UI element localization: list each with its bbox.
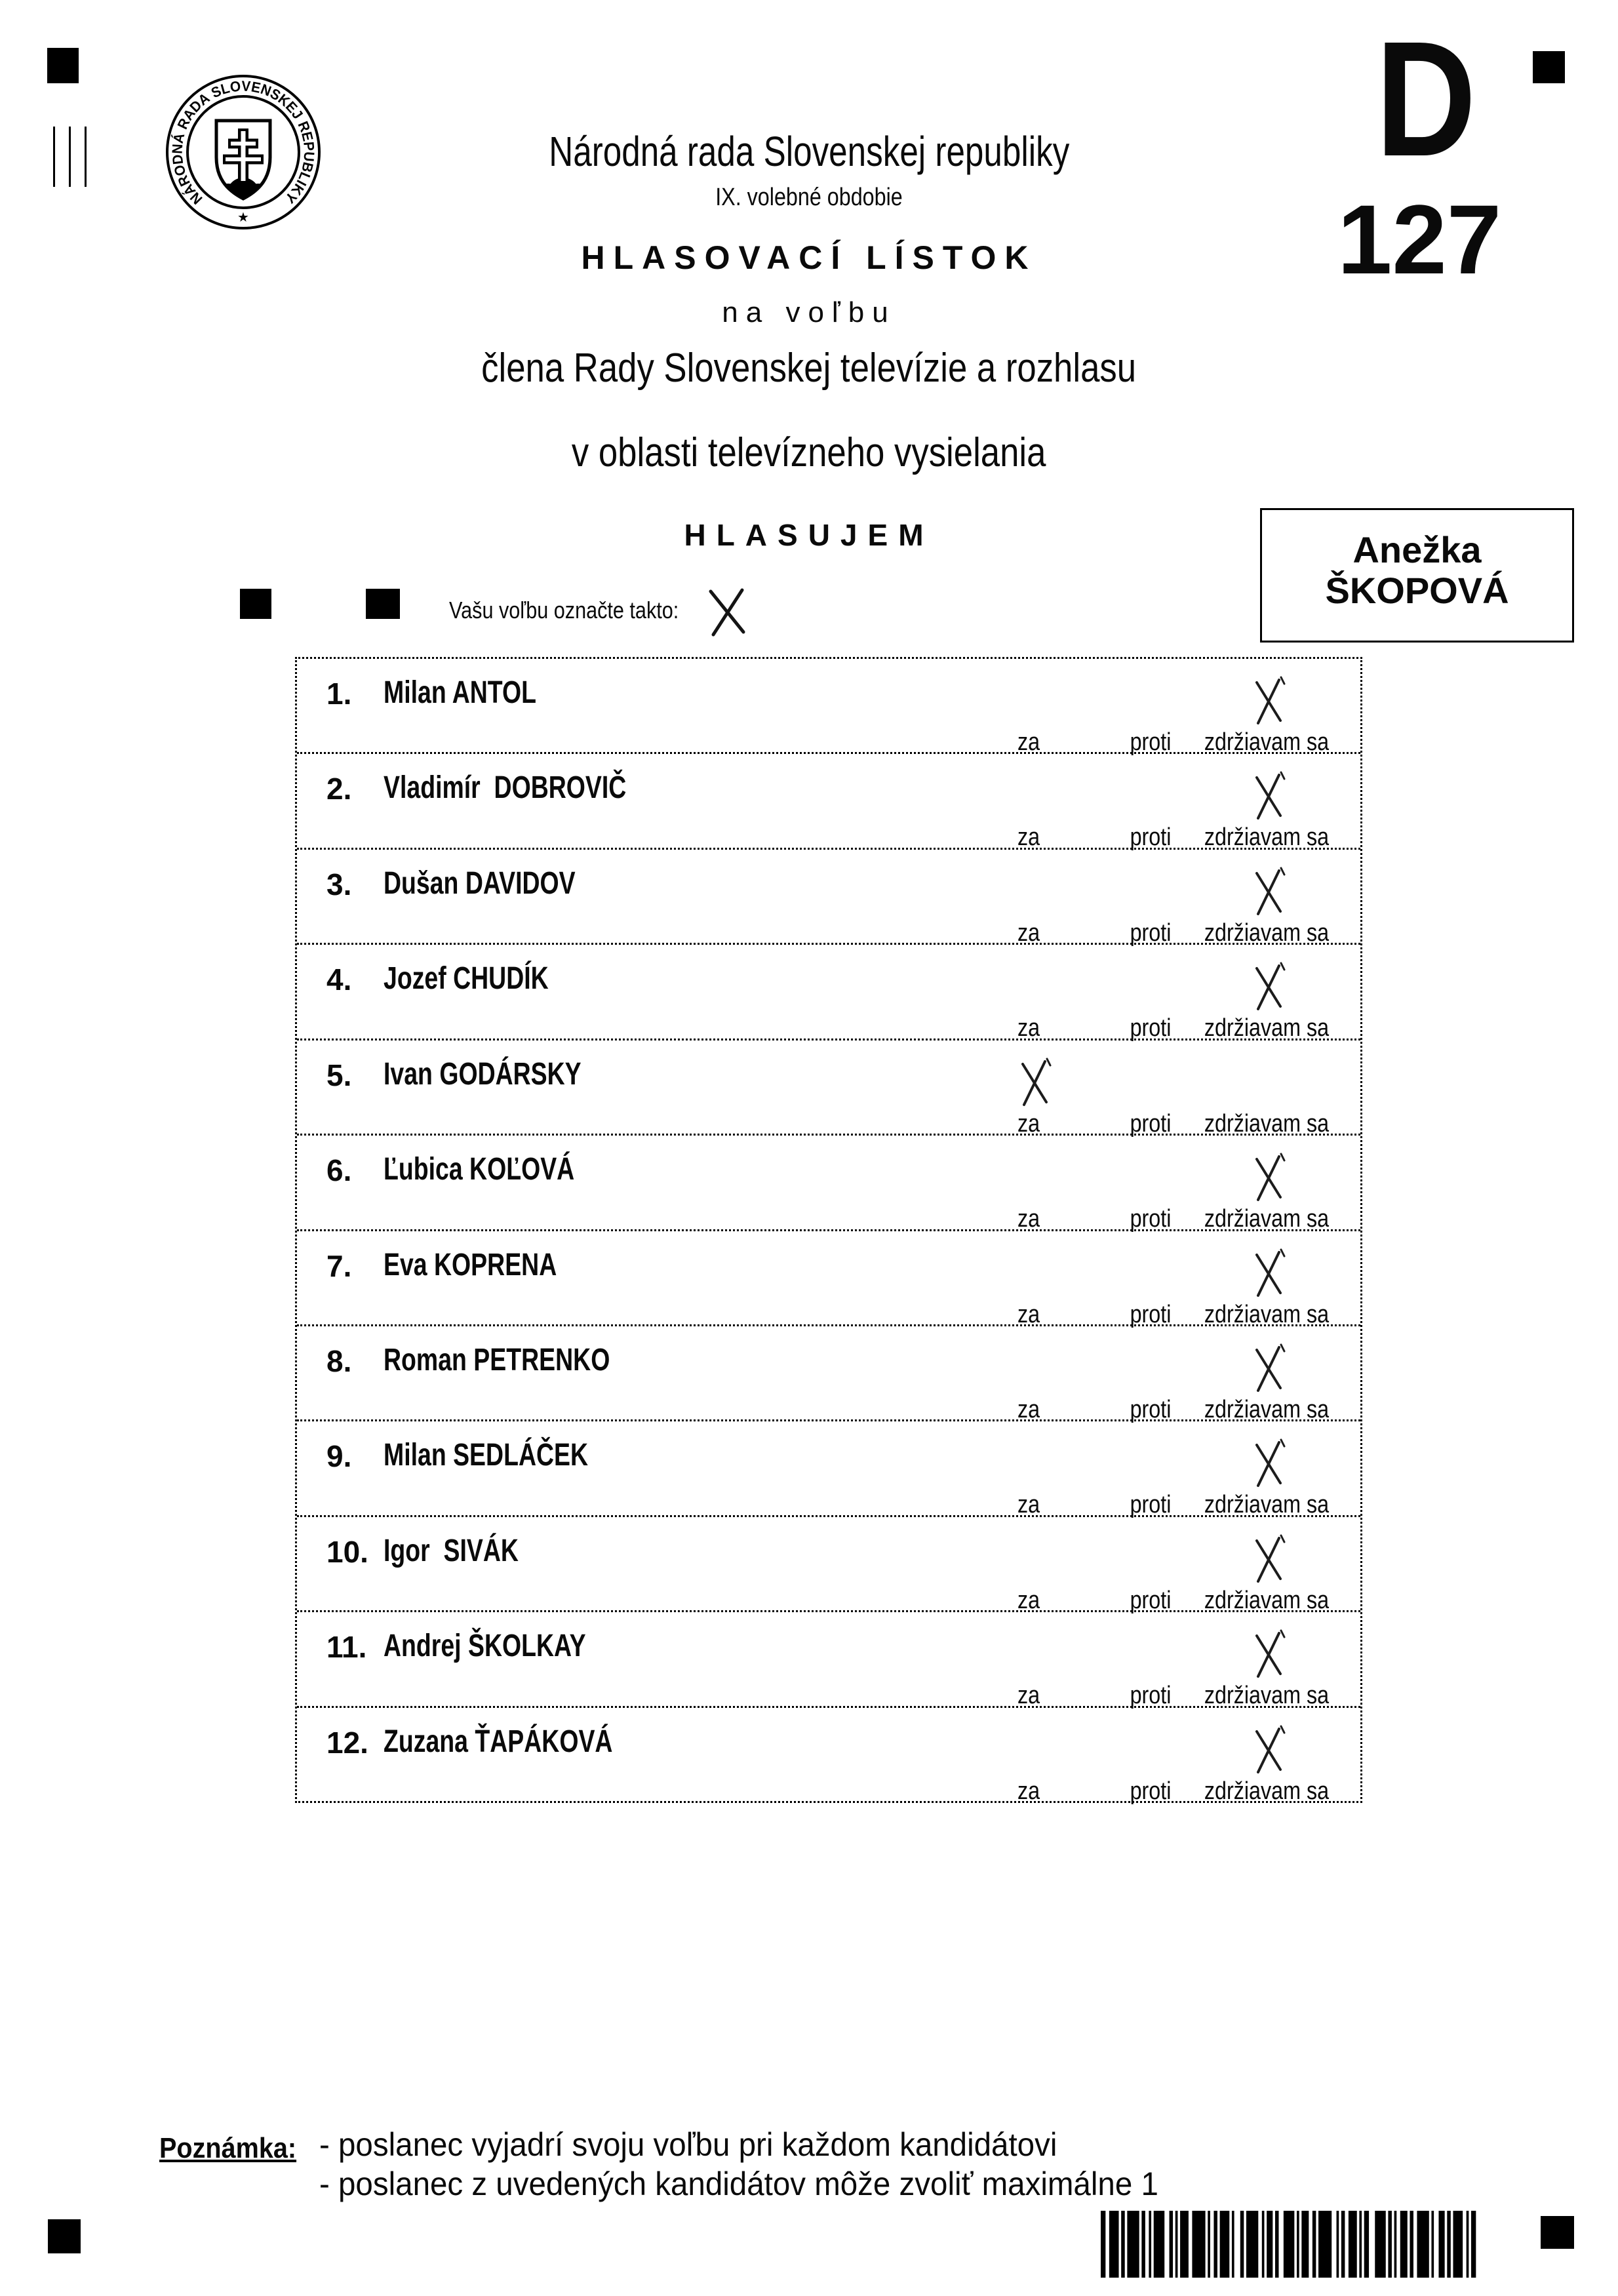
nominee-first-name: Anežka: [1352, 529, 1482, 570]
option-proti: proti: [1130, 1682, 1172, 1710]
org-title: Národná rada Slovenskej republiky: [548, 128, 1070, 175]
candidate-number: 9.: [326, 1439, 352, 1474]
vote-x-mark: [1250, 867, 1288, 917]
option-proti: proti: [1130, 919, 1172, 947]
option-proti: proti: [1130, 1205, 1172, 1233]
candidate-name: Igor SIVÁK: [384, 1533, 519, 1568]
option-zdrziavam: zdržiavam sa: [1204, 1395, 1330, 1423]
candidate-row: [297, 1326, 1360, 1421]
option-zdrziavam: zdržiavam sa: [1204, 728, 1330, 756]
election-term: IX. volebné obdobie: [715, 184, 903, 211]
candidate-name: Ľubica KOĽOVÁ: [384, 1152, 575, 1187]
candidate-row: [297, 754, 1360, 852]
seal-star-icon: ★: [237, 210, 249, 225]
election-subject-line2: v oblasti televízneho vysielania: [572, 430, 1046, 475]
ballot-table: [295, 657, 1362, 1803]
candidate-row: [297, 1421, 1360, 1519]
ballot-title: HLASOVACÍ LÍSTOK: [581, 239, 1037, 276]
ballot-series-letter: D: [1375, 7, 1476, 190]
vote-x-mark: [1250, 1153, 1288, 1202]
option-zdrziavam: zdržiavam sa: [1204, 1586, 1330, 1614]
option-za: za: [1017, 1586, 1040, 1614]
candidate-number: 3.: [326, 867, 352, 901]
option-zdrziavam: zdržiavam sa: [1204, 1014, 1330, 1042]
election-subject-line1: člena Rady Slovenskej televízie a rozhlasu: [481, 346, 1137, 391]
candidate-name: Eva KOPRENA: [384, 1247, 557, 1282]
option-za: za: [1017, 1014, 1040, 1042]
vote-x-mark: [1250, 676, 1288, 726]
registration-mark-bottom-left: [48, 2219, 81, 2253]
mark-instruction-label: Vašu voľbu označte takto:: [449, 597, 679, 623]
option-proti: proti: [1130, 1491, 1172, 1519]
option-za: za: [1017, 1395, 1040, 1423]
note-line: - poslanec vyjadrí svoju voľbu pri každom kandidátovi: [319, 2126, 1057, 2163]
option-za: za: [1017, 1109, 1040, 1138]
candidate-name: Andrej ŠKOLKAY: [384, 1629, 586, 1664]
option-proti: proti: [1130, 728, 1172, 756]
candidate-name: Vladimír DOBROVIČ: [384, 770, 627, 806]
option-zdrziavam: zdržiavam sa: [1204, 1300, 1330, 1328]
candidate-name: Roman PETRENKO: [384, 1342, 610, 1377]
candidate-name: Jozef CHUDÍK: [384, 961, 549, 997]
registration-mark-top-right: [1533, 51, 1565, 83]
candidate-number: 7.: [326, 1248, 352, 1283]
candidate-number: 1.: [326, 677, 352, 711]
option-proti: proti: [1130, 1395, 1172, 1423]
vote-heading: HLASUJEM: [684, 518, 934, 552]
option-zdrziavam: zdržiavam sa: [1204, 1205, 1330, 1233]
alignment-mark-left: [240, 589, 271, 619]
candidate-row: [297, 1136, 1360, 1231]
option-za: za: [1017, 823, 1040, 852]
ballot-subtitle: na voľbu: [722, 296, 896, 328]
vote-x-mark: [1250, 1248, 1288, 1298]
option-za: za: [1017, 1777, 1040, 1805]
nominee-box: [1260, 508, 1574, 643]
candidate-row: [297, 1517, 1360, 1612]
option-zdrziavam: zdržiavam sa: [1204, 1109, 1330, 1138]
candidate-row: [297, 659, 1360, 754]
option-za: za: [1017, 1682, 1040, 1710]
note-line: - poslanec z uvedených kandidátov môže zvoliť maximálne 1: [319, 2166, 1158, 2202]
candidate-row: [297, 1708, 1360, 1805]
ballot-number: 127: [1337, 184, 1502, 294]
candidate-number: 4.: [326, 962, 352, 997]
option-za: za: [1017, 1205, 1040, 1233]
candidate-number: 2.: [326, 772, 352, 806]
option-proti: proti: [1130, 1109, 1172, 1138]
option-zdrziavam: zdržiavam sa: [1204, 1682, 1330, 1710]
vote-x-mark: [1016, 1058, 1054, 1107]
alignment-mark-right: [366, 589, 400, 619]
candidate-name: Milan SEDLÁČEK: [384, 1438, 589, 1473]
candidate-number: 11.: [326, 1630, 367, 1665]
note-label: Poznámka:: [159, 2132, 297, 2164]
candidate-number: 5.: [326, 1058, 352, 1092]
vote-x-mark: [1250, 1534, 1288, 1584]
option-zdrziavam: zdržiavam sa: [1204, 1777, 1330, 1805]
vote-x-mark: [1250, 1725, 1288, 1775]
option-zdrziavam: zdržiavam sa: [1204, 919, 1330, 947]
option-zdrziavam: zdržiavam sa: [1204, 1491, 1330, 1519]
vote-x-mark: [1250, 962, 1288, 1012]
vote-x-mark: [1250, 1629, 1288, 1679]
vote-x-mark: [1250, 771, 1288, 821]
vote-x-mark: [1250, 1343, 1288, 1393]
candidate-number: 12.: [326, 1725, 368, 1760]
candidate-number: 8.: [326, 1343, 352, 1378]
option-proti: proti: [1130, 823, 1172, 852]
registration-mark-bottom-right: [1541, 2216, 1574, 2249]
mark-example-x-icon: [703, 586, 753, 639]
candidate-row: [297, 850, 1360, 945]
option-za: za: [1017, 728, 1040, 756]
vote-x-mark: [1250, 1438, 1288, 1488]
option-proti: proti: [1130, 1777, 1172, 1805]
option-za: za: [1017, 1491, 1040, 1519]
candidate-row: [297, 1040, 1360, 1136]
option-proti: proti: [1130, 1586, 1172, 1614]
seal-ring-text: NÁRODNÁ RADA SLOVENSKEJ REPUBLIKY: [168, 77, 318, 208]
candidate-row: [297, 945, 1360, 1040]
candidate-name: Ivan GODÁRSKY: [384, 1056, 582, 1092]
option-proti: proti: [1130, 1014, 1172, 1042]
registration-mark-top-left: [47, 48, 79, 83]
candidate-name: Dušan DAVIDOV: [384, 865, 576, 901]
option-proti: proti: [1130, 1300, 1172, 1328]
option-za: za: [1017, 919, 1040, 947]
option-za: za: [1017, 1300, 1040, 1328]
candidate-name: Milan ANTOL: [384, 675, 536, 710]
candidate-row: [297, 1231, 1360, 1326]
candidate-number: 10.: [326, 1534, 368, 1569]
nominee-last-name: ŠKOPOVÁ: [1325, 570, 1509, 611]
candidate-name: Zuzana ŤAPÁKOVÁ: [384, 1724, 613, 1759]
barcode: [1101, 2211, 1478, 2278]
candidate-row: [297, 1612, 1360, 1710]
option-zdrziavam: zdržiavam sa: [1204, 823, 1330, 852]
candidate-number: 6.: [326, 1153, 352, 1188]
